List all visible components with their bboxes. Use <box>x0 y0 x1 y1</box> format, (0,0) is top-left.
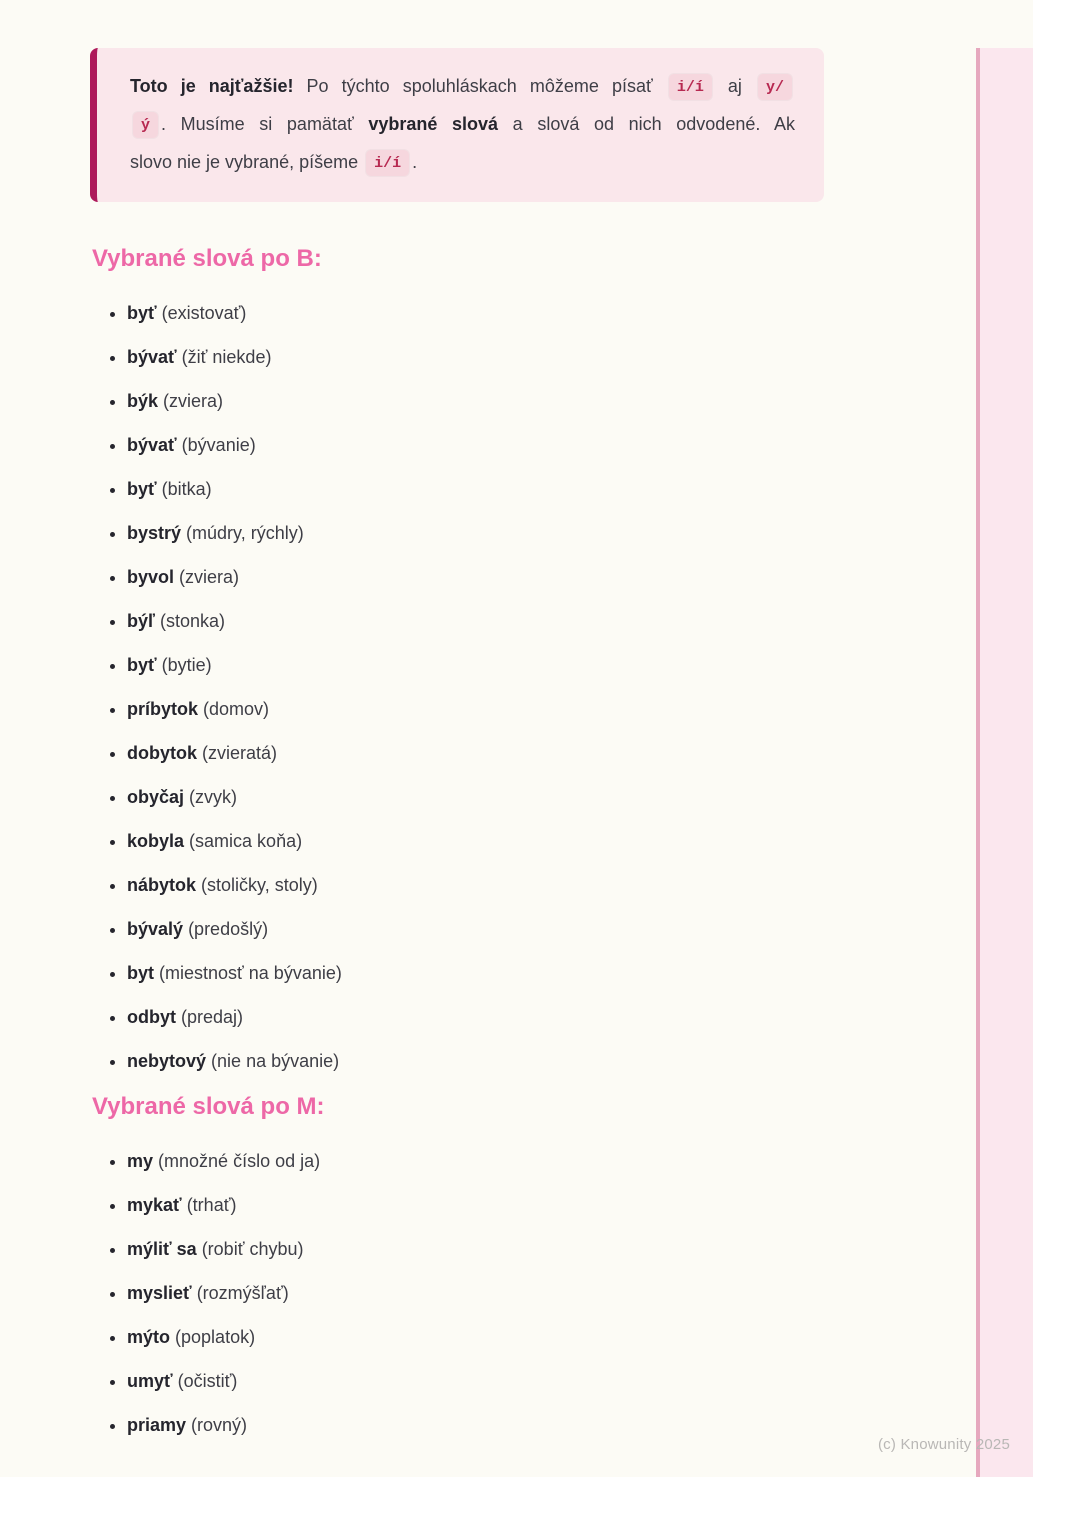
list-item <box>127 1049 824 1073</box>
vocabulary-word: nebytový <box>127 1051 207 1071</box>
callout-box <box>90 48 824 202</box>
list-item <box>127 521 824 545</box>
vocabulary-word: príbytok <box>127 699 199 719</box>
vocabulary-word: býľ <box>127 611 155 631</box>
callout-text-segment: Toto je najťažšie! <box>130 76 294 96</box>
list-item <box>127 433 824 457</box>
inline-code-chip: ý <box>132 111 159 139</box>
word-definition: (zviera) <box>179 567 240 587</box>
word-definition: (množné číslo od ja) <box>158 1151 321 1171</box>
list-item <box>127 1149 824 1173</box>
list-item <box>127 345 824 369</box>
word-definition: (bitka) <box>161 479 212 499</box>
word-definition: (poplatok) <box>175 1327 256 1347</box>
list-item <box>127 1325 824 1349</box>
word-definition: (domov) <box>203 699 270 719</box>
word-definition: (zvieratá) <box>202 743 278 763</box>
vocabulary-word: odbyt <box>127 1007 176 1027</box>
vocabulary-word: byť <box>127 479 157 499</box>
vocabulary-word: umyť <box>127 1371 173 1391</box>
content-sections <box>90 245 824 1437</box>
vocabulary-word: byť <box>127 655 157 675</box>
list-item <box>127 477 824 501</box>
word-definition: (predošlý) <box>188 919 269 939</box>
vocabulary-word: dobytok <box>127 743 197 763</box>
word-definition: (robiť chybu) <box>201 1239 304 1259</box>
word-definition: (stonka) <box>159 611 225 631</box>
list-item <box>127 961 824 985</box>
vocabulary-word: priamy <box>127 1415 187 1435</box>
inline-code-chip: i/í <box>668 73 713 101</box>
word-definition: (zvyk) <box>189 787 238 807</box>
vocabulary-word: mýliť sa <box>127 1239 197 1259</box>
list-item <box>127 609 824 633</box>
vocabulary-word: kobyla <box>127 831 185 851</box>
callout-text-segment: vybrané slová <box>368 114 499 134</box>
list-item <box>127 917 824 941</box>
callout-text-segment: . Musíme si pamätať <box>161 114 369 134</box>
vocabulary-word: býk <box>127 391 159 411</box>
word-section <box>90 245 824 1073</box>
inline-code-chip: i/í <box>365 149 410 177</box>
vocabulary-word: bývať <box>127 347 177 367</box>
word-definition: (existovať) <box>161 303 247 323</box>
word-definition: (nie na bývanie) <box>211 1051 340 1071</box>
vocabulary-word: my <box>127 1151 154 1171</box>
vocabulary-word: mýto <box>127 1327 171 1347</box>
callout-text-segment: . <box>412 152 418 172</box>
word-definition: (rovný) <box>191 1415 248 1435</box>
section-heading: Vybrané slová po M: <box>92 1093 325 1120</box>
word-list <box>90 1149 824 1437</box>
word-definition: (trhať) <box>186 1195 237 1215</box>
list-item <box>127 565 824 589</box>
word-definition: (bývanie) <box>181 435 256 455</box>
word-section <box>90 1093 824 1437</box>
list-item <box>127 785 824 809</box>
callout-line <box>130 67 795 105</box>
vocabulary-word: byt <box>127 963 154 983</box>
page-content <box>90 48 824 1457</box>
vocabulary-word: obyčaj <box>127 787 185 807</box>
callout-text-segment: a slová od nich odvodené. Ak <box>498 114 795 134</box>
vocabulary-word: byvol <box>127 567 175 587</box>
callout-text-segment: aj <box>714 76 755 96</box>
vocabulary-word: bývať <box>127 435 177 455</box>
vocabulary-word: nábytok <box>127 875 197 895</box>
word-definition: (predaj) <box>181 1007 244 1027</box>
list-item <box>127 653 824 677</box>
list-item <box>127 389 824 413</box>
list-item <box>127 1413 824 1437</box>
word-definition: (múdry, rýchly) <box>186 523 304 543</box>
word-definition: (stoličky, stoly) <box>201 875 318 895</box>
page-edge-stripe-decoration <box>976 48 1033 1477</box>
list-item <box>127 1005 824 1029</box>
vocabulary-word: bystrý <box>127 523 182 543</box>
word-definition: (miestnosť na bývanie) <box>159 963 342 983</box>
copyright-footer: (c) Knowunity 2025 <box>877 1436 1010 1453</box>
list-item <box>127 873 824 897</box>
vocabulary-word: mykať <box>127 1195 182 1215</box>
inline-code-chip: y/ <box>757 73 793 101</box>
word-definition: (rozmýšľať) <box>196 1283 289 1303</box>
list-item <box>127 1237 824 1261</box>
list-item <box>127 741 824 765</box>
callout-line <box>130 143 795 181</box>
vocabulary-word: myslieť <box>127 1283 192 1303</box>
list-item <box>127 1369 824 1393</box>
list-item <box>127 1193 824 1217</box>
section-heading: Vybrané slová po B: <box>92 245 322 272</box>
word-list <box>90 301 824 1073</box>
word-definition: (žiť niekde) <box>181 347 272 367</box>
word-definition: (bytie) <box>161 655 212 675</box>
word-definition: (samica koňa) <box>189 831 303 851</box>
list-item <box>127 829 824 853</box>
list-item <box>127 301 824 325</box>
callout-text-segment: Po týchto spoluhláskach môžeme písať <box>293 76 666 96</box>
vocabulary-word: bývalý <box>127 919 184 939</box>
word-definition: (zviera) <box>163 391 224 411</box>
list-item <box>127 697 824 721</box>
word-definition: (očistiť) <box>177 1371 238 1391</box>
list-item <box>127 1281 824 1305</box>
vocabulary-word: byť <box>127 303 157 323</box>
callout-text-segment: slovo nie je vybrané, píšeme <box>130 152 364 172</box>
callout-line <box>130 105 795 143</box>
